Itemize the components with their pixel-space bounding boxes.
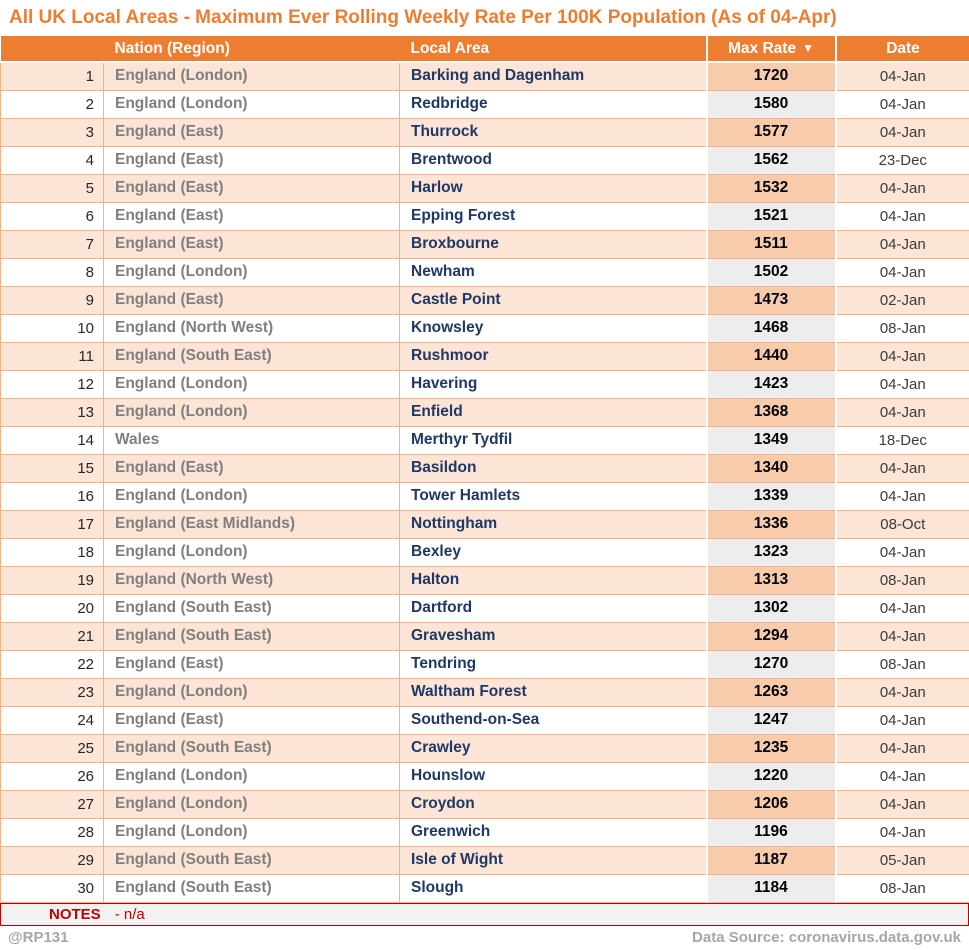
max-rate-cell: 1468 (707, 314, 836, 342)
date-cell: 04-Jan (836, 62, 969, 90)
date-cell: 08-Jan (836, 314, 969, 342)
local-area-cell: Dartford (400, 594, 707, 622)
date-cell: 08-Jan (836, 650, 969, 678)
max-rate-cell: 1577 (707, 118, 836, 146)
table-row (1, 342, 969, 370)
max-rate-cell: 1368 (707, 398, 836, 426)
rank-cell: 29 (1, 846, 104, 874)
nation-cell: England (London) (104, 818, 400, 846)
nation-cell: England (London) (104, 790, 400, 818)
max-rate-cell: 1340 (707, 454, 836, 482)
max-rate-cell: 1184 (707, 874, 836, 902)
rank-cell: 12 (1, 370, 104, 398)
local-area-cell: Slough (400, 874, 707, 902)
local-area-cell: Halton (400, 566, 707, 594)
notes-row (0, 903, 969, 926)
rank-cell: 17 (1, 510, 104, 538)
max-rate-cell: 1521 (707, 202, 836, 230)
table-row (1, 790, 969, 818)
nation-cell: England (London) (104, 62, 400, 90)
date-cell: 08-Oct (836, 510, 969, 538)
date-cell: 04-Jan (836, 818, 969, 846)
table-row (1, 734, 969, 762)
date-cell: 04-Jan (836, 454, 969, 482)
nation-cell: England (South East) (104, 874, 400, 902)
table-row (1, 482, 969, 510)
rank-cell: 8 (1, 258, 104, 286)
local-area-cell: Tower Hamlets (400, 482, 707, 510)
rank-cell: 13 (1, 398, 104, 426)
rank-cell: 30 (1, 874, 104, 902)
local-area-cell: Redbridge (400, 90, 707, 118)
rank-cell: 11 (1, 342, 104, 370)
date-cell: 04-Jan (836, 342, 969, 370)
max-rate-cell: 1263 (707, 678, 836, 706)
date-cell: 04-Jan (836, 398, 969, 426)
header-row (1, 36, 969, 62)
max-rate-cell: 1323 (707, 538, 836, 566)
date-cell: 18-Dec (836, 426, 969, 454)
table-row (1, 594, 969, 622)
rank-cell: 25 (1, 734, 104, 762)
nation-cell: England (South East) (104, 734, 400, 762)
footer (0, 926, 969, 950)
date-cell: 04-Jan (836, 790, 969, 818)
rank-cell: 20 (1, 594, 104, 622)
max-rate-cell: 1349 (707, 426, 836, 454)
table-row (1, 202, 969, 230)
max-rate-cell: 1270 (707, 650, 836, 678)
local-area-cell: Tendring (400, 650, 707, 678)
date-header: Date (836, 36, 969, 62)
rank-cell: 14 (1, 426, 104, 454)
table-row (1, 258, 969, 286)
date-cell: 23-Dec (836, 146, 969, 174)
local-area-cell: Broxbourne (400, 230, 707, 258)
rank-cell: 26 (1, 762, 104, 790)
date-cell: 04-Jan (836, 734, 969, 762)
table-row (1, 846, 969, 874)
local-area-cell: Basildon (400, 454, 707, 482)
date-cell: 04-Jan (836, 230, 969, 258)
rank-cell: 19 (1, 566, 104, 594)
local-area-cell: Thurrock (400, 118, 707, 146)
nation-cell: England (London) (104, 678, 400, 706)
local-area-cell: Barking and Dagenham (400, 62, 707, 90)
nation-cell: England (East) (104, 286, 400, 314)
table-row (1, 818, 969, 846)
table-row (1, 286, 969, 314)
local-area-cell: Harlow (400, 174, 707, 202)
rank-cell: 7 (1, 230, 104, 258)
max-rate-cell: 1502 (707, 258, 836, 286)
local-area-cell: Enfield (400, 398, 707, 426)
max-rate-cell: 1187 (707, 846, 836, 874)
sort-desc-icon: ▼ (802, 41, 814, 55)
local-area-cell: Bexley (400, 538, 707, 566)
nation-cell: England (East) (104, 706, 400, 734)
nation-cell: England (London) (104, 538, 400, 566)
local-area-cell: Southend-on-Sea (400, 706, 707, 734)
author-handle: @RP131 (8, 929, 69, 946)
rank-cell: 4 (1, 146, 104, 174)
nation-cell: England (South East) (104, 846, 400, 874)
table-row (1, 566, 969, 594)
rank-cell: 23 (1, 678, 104, 706)
nation-header: Nation (Region) (104, 36, 400, 62)
max-rate-cell: 1440 (707, 342, 836, 370)
rank-cell: 15 (1, 454, 104, 482)
local-area-cell: Nottingham (400, 510, 707, 538)
rank-cell: 2 (1, 90, 104, 118)
rank-header (1, 36, 104, 62)
max-rate-cell: 1313 (707, 566, 836, 594)
local-area-cell: Newham (400, 258, 707, 286)
max-rate-cell: 1235 (707, 734, 836, 762)
nation-cell: Wales (104, 426, 400, 454)
table-row (1, 118, 969, 146)
nation-cell: England (South East) (104, 622, 400, 650)
table-row (1, 230, 969, 258)
max-rate-cell: 1206 (707, 790, 836, 818)
rank-cell: 6 (1, 202, 104, 230)
rank-cell: 5 (1, 174, 104, 202)
max-rate-cell: 1220 (707, 762, 836, 790)
max-rate-cell: 1423 (707, 370, 836, 398)
nation-cell: England (East) (104, 650, 400, 678)
nation-cell: England (London) (104, 258, 400, 286)
nation-cell: England (London) (104, 482, 400, 510)
date-cell: 04-Jan (836, 90, 969, 118)
date-cell: 04-Jan (836, 538, 969, 566)
nation-cell: England (East Midlands) (104, 510, 400, 538)
rank-cell: 18 (1, 538, 104, 566)
rank-cell: 22 (1, 650, 104, 678)
rates-table (0, 36, 969, 903)
date-cell: 04-Jan (836, 706, 969, 734)
table-row (1, 174, 969, 202)
date-cell: 08-Jan (836, 874, 969, 902)
local-area-cell: Castle Point (400, 286, 707, 314)
table-row (1, 650, 969, 678)
table-row (1, 454, 969, 482)
rank-cell: 28 (1, 818, 104, 846)
max-rate-cell: 1336 (707, 510, 836, 538)
date-cell: 04-Jan (836, 118, 969, 146)
table-row (1, 62, 969, 90)
max-rate-header[interactable] (707, 36, 836, 62)
table-row (1, 90, 969, 118)
rank-cell: 10 (1, 314, 104, 342)
max-rate-cell: 1720 (707, 62, 836, 90)
data-source: Data Source: coronavirus.data.gov.uk (692, 929, 961, 946)
rank-cell: 24 (1, 706, 104, 734)
page-title: All UK Local Areas - Maximum Ever Rolling Weekly Rate Per 100K Population (As of 04-Apr) (0, 0, 969, 36)
date-cell: 04-Jan (836, 174, 969, 202)
nation-cell: England (North West) (104, 314, 400, 342)
table-row (1, 146, 969, 174)
local-area-cell: Rushmoor (400, 342, 707, 370)
nation-cell: England (East) (104, 118, 400, 146)
local-area-cell: Havering (400, 370, 707, 398)
table-row (1, 622, 969, 650)
local-area-header: Local Area (400, 36, 707, 62)
local-area-cell: Hounslow (400, 762, 707, 790)
local-area-cell: Epping Forest (400, 202, 707, 230)
date-cell: 04-Jan (836, 482, 969, 510)
max-rate-cell: 1532 (707, 174, 836, 202)
nation-cell: England (South East) (104, 594, 400, 622)
max-rate-cell: 1302 (707, 594, 836, 622)
date-cell: 04-Jan (836, 202, 969, 230)
table-row (1, 678, 969, 706)
nation-cell: England (London) (104, 398, 400, 426)
date-cell: 04-Jan (836, 370, 969, 398)
table-row (1, 510, 969, 538)
local-area-cell: Brentwood (400, 146, 707, 174)
rank-cell: 16 (1, 482, 104, 510)
date-cell: 04-Jan (836, 594, 969, 622)
nation-cell: England (East) (104, 454, 400, 482)
table-row (1, 706, 969, 734)
local-area-cell: Greenwich (400, 818, 707, 846)
nation-cell: England (East) (104, 202, 400, 230)
max-rate-cell: 1196 (707, 818, 836, 846)
max-rate-cell: 1294 (707, 622, 836, 650)
date-cell: 04-Jan (836, 258, 969, 286)
rank-cell: 9 (1, 286, 104, 314)
rank-cell: 1 (1, 62, 104, 90)
local-area-cell: Gravesham (400, 622, 707, 650)
max-rate-cell: 1580 (707, 90, 836, 118)
notes-label: NOTES (49, 906, 101, 923)
nation-cell: England (East) (104, 230, 400, 258)
nation-cell: England (East) (104, 146, 400, 174)
date-cell: 04-Jan (836, 622, 969, 650)
date-cell: 02-Jan (836, 286, 969, 314)
nation-cell: England (London) (104, 762, 400, 790)
local-area-cell: Knowsley (400, 314, 707, 342)
table-row (1, 874, 969, 902)
rank-cell: 3 (1, 118, 104, 146)
nation-cell: England (London) (104, 90, 400, 118)
nation-cell: England (North West) (104, 566, 400, 594)
max-rate-cell: 1562 (707, 146, 836, 174)
nation-cell: England (South East) (104, 342, 400, 370)
max-rate-header-label: Max Rate (728, 40, 796, 57)
date-cell: 04-Jan (836, 762, 969, 790)
local-area-cell: Crawley (400, 734, 707, 762)
table-row (1, 398, 969, 426)
table-row (1, 762, 969, 790)
date-cell: 04-Jan (836, 678, 969, 706)
rank-cell: 27 (1, 790, 104, 818)
max-rate-cell: 1339 (707, 482, 836, 510)
table-row (1, 538, 969, 566)
date-cell: 05-Jan (836, 846, 969, 874)
table-row (1, 370, 969, 398)
local-area-cell: Waltham Forest (400, 678, 707, 706)
nation-cell: England (London) (104, 370, 400, 398)
max-rate-cell: 1511 (707, 230, 836, 258)
notes-text: - n/a (115, 906, 145, 923)
table-row (1, 426, 969, 454)
local-area-cell: Merthyr Tydfil (400, 426, 707, 454)
table-row (1, 314, 969, 342)
local-area-cell: Croydon (400, 790, 707, 818)
local-area-cell: Isle of Wight (400, 846, 707, 874)
max-rate-cell: 1247 (707, 706, 836, 734)
nation-cell: England (East) (104, 174, 400, 202)
rank-cell: 21 (1, 622, 104, 650)
date-cell: 08-Jan (836, 566, 969, 594)
max-rate-cell: 1473 (707, 286, 836, 314)
